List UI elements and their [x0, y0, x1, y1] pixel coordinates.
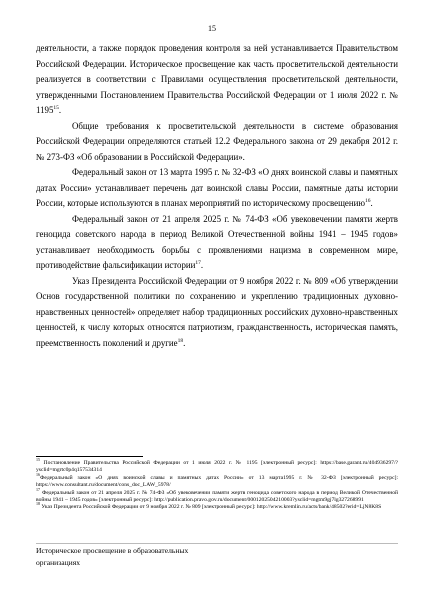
paragraph: Федеральный закон от 13 марта 1995 г. № 32-ФЗ «О днях воинской славы и памятных датах России» устанавливает перечень дат воинской славы России, памятные даты истории России, которые используются в планах мероприятий по историческому просвещению$^{16}$. — [36, 167, 398, 208]
footnote-ref[interactable]: 16 — [364, 198, 371, 205]
body-text — [36, 41, 398, 351]
page-number: 15 — [208, 24, 216, 33]
footer-divider — [36, 543, 398, 544]
footnote-ref[interactable]: 18 — [177, 337, 184, 344]
footnote-ref[interactable]: 17 — [195, 260, 201, 267]
paragraph: Общие требования к просветительской деятельности в системе образования Российской Федерации определяются статьей 12.2 Федерального закона от 29 декабря 2012 г. № 273-ФЗ «Об образовании в Российской Федерации». — [36, 120, 398, 162]
footnotes — [36, 457, 398, 512]
footnote: $^{16}$Федеральный закон «О днях воинской славы и памятных датах России» от 13 марта1995 г. № 32-ФЗ [электронный ресурс]: https://www.consultant.ru/document/cons_doc_LAW_5978/ — [36, 471, 398, 489]
page-footer — [36, 545, 236, 568]
footnote-ref[interactable]: 15 — [53, 105, 59, 112]
footer-line-2: организациях — [36, 557, 80, 567]
footer-line-1: Историческое просвещение в образовательных — [36, 546, 189, 555]
footnote: $^{17}$ Федеральный закон от 21 апреля 2025 г. № 74-ФЗ «Об увековечении памяти жертв геноцида советского народа в период Великой Отечественной войны 1941 – 1945 годов» [электронный ресурс]: http://publication.pravo.gov.ru/document/0001202504210003?ysclid=mgtm9gj7lg327268991 — [36, 486, 398, 504]
footnote: $^{18}$ Указ Президента Российской Федерации от 9 ноября 2022 г. № 809 [электронный ресурс]: http://www.kremlin.ru/acts/bank/48502?erid=LjN8K8S — [36, 501, 382, 511]
paragraph: деятельности, а также порядок проведения контроля за ней устанавливается Правительством Российской Федерации. Историческое просвещение как часть просветительской деятельности реализуется в соответствии с Правилами осуществления просветительской деятельности, утвержденными Постановлением Правительства Российской Федерации от 1 июля 2022 г. № 1195$^{15}$. — [36, 43, 398, 115]
paragraph: Указ Президента Российской Федерации от 9 ноября 2022 г. № 809 «Об утверждении Основ государственной политики по сохранению и укреплению традиционных духовно-нравственных ценностей» определяет набор традиционных российских духовно-нравственных ценностей, к числу которых относятся патриотизм, гражданственность, историческая память, преемственность поколений и другие$^{18}$. — [36, 275, 398, 348]
footnote: $^{15}$ Постановление Правительства Российской Федерации от 1 июля 2022 г. № 1195 [электронный ресурс]: https://base.garant.ru/404936297/?ysclid=mgrtc0p4q157534314 — [36, 457, 398, 474]
paragraph: Федеральный закон от 21 апреля 2025 г. № 74-ФЗ «Об увековечении памяти жертв геноцида советского народа в период Великой Отечественной войны 1941 – 1945 годов» устанавливает необходимость борьбы с проявлениями нацизма в современном мире, противодействие фальсификации истории$^{17}$. — [36, 213, 398, 270]
footnote-separator — [36, 456, 143, 457]
